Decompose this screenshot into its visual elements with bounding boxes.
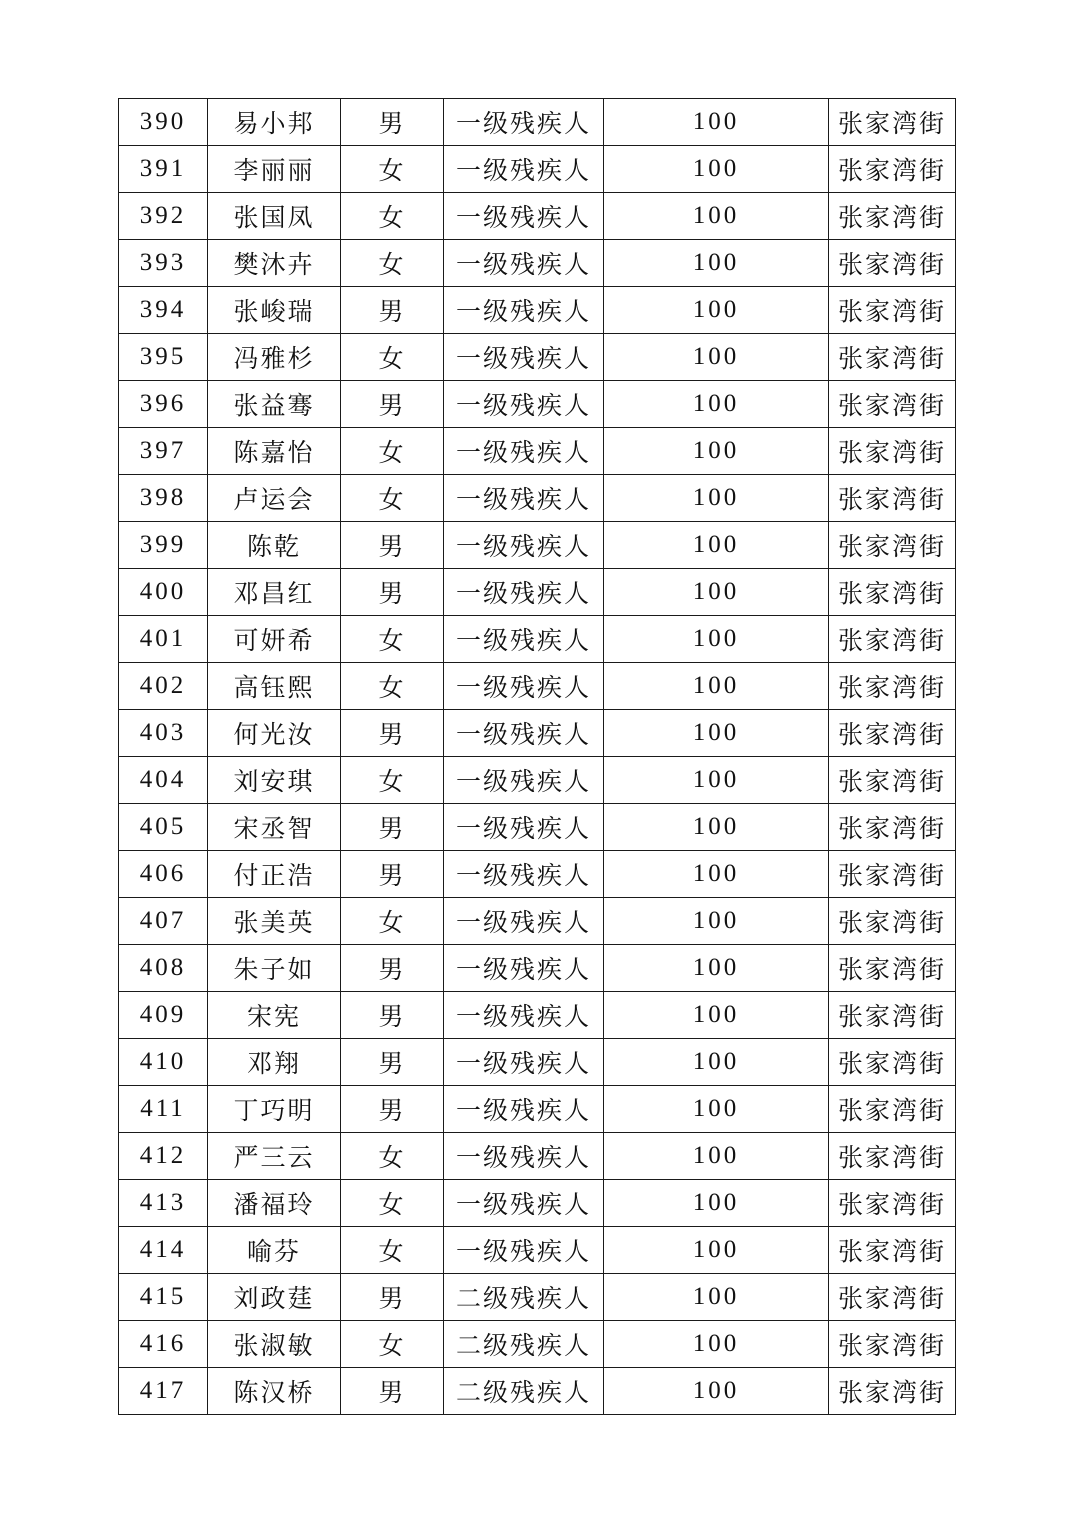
cell-amount: 100 — [604, 1086, 829, 1133]
table-row — [119, 757, 956, 804]
cell-street: 张家湾街 — [829, 710, 956, 757]
cell-person-name: 卢运会 — [208, 475, 341, 522]
cell-disability-level: 二级残疾人 — [444, 1321, 604, 1368]
table-row — [119, 945, 956, 992]
cell-street: 张家湾街 — [829, 1368, 956, 1415]
cell-amount: 100 — [604, 522, 829, 569]
cell-serial-number: 402 — [119, 663, 208, 710]
cell-person-name: 张益骞 — [208, 381, 341, 428]
cell-street: 张家湾街 — [829, 193, 956, 240]
table-row — [119, 287, 956, 334]
cell-gender: 男 — [341, 1368, 444, 1415]
cell-disability-level: 一级残疾人 — [444, 569, 604, 616]
cell-person-name: 刘政莛 — [208, 1274, 341, 1321]
cell-person-name: 付正浩 — [208, 851, 341, 898]
cell-disability-level: 一级残疾人 — [444, 1227, 604, 1274]
table-row — [119, 804, 956, 851]
cell-serial-number: 413 — [119, 1180, 208, 1227]
cell-serial-number: 412 — [119, 1133, 208, 1180]
cell-street: 张家湾街 — [829, 1133, 956, 1180]
cell-street: 张家湾街 — [829, 1086, 956, 1133]
cell-disability-level: 一级残疾人 — [444, 616, 604, 663]
cell-disability-level: 一级残疾人 — [444, 945, 604, 992]
cell-gender: 女 — [341, 616, 444, 663]
roster-table-body — [119, 99, 956, 1415]
cell-disability-level: 一级残疾人 — [444, 1039, 604, 1086]
cell-amount: 100 — [604, 992, 829, 1039]
cell-disability-level: 一级残疾人 — [444, 99, 604, 146]
table-row — [119, 475, 956, 522]
cell-amount: 100 — [604, 945, 829, 992]
cell-street: 张家湾街 — [829, 287, 956, 334]
cell-gender: 男 — [341, 804, 444, 851]
cell-disability-level: 一级残疾人 — [444, 992, 604, 1039]
cell-disability-level: 一级残疾人 — [444, 1133, 604, 1180]
cell-serial-number: 411 — [119, 1086, 208, 1133]
cell-serial-number: 399 — [119, 522, 208, 569]
table-row — [119, 992, 956, 1039]
cell-disability-level: 一级残疾人 — [444, 381, 604, 428]
cell-street: 张家湾街 — [829, 851, 956, 898]
table-row — [119, 1368, 956, 1415]
cell-gender: 女 — [341, 146, 444, 193]
cell-gender: 女 — [341, 475, 444, 522]
cell-gender: 男 — [341, 1274, 444, 1321]
cell-serial-number: 396 — [119, 381, 208, 428]
cell-disability-level: 一级残疾人 — [444, 522, 604, 569]
cell-gender: 女 — [341, 1321, 444, 1368]
table-row — [119, 146, 956, 193]
cell-amount: 100 — [604, 569, 829, 616]
cell-street: 张家湾街 — [829, 898, 956, 945]
cell-street: 张家湾街 — [829, 522, 956, 569]
cell-person-name: 陈汉桥 — [208, 1368, 341, 1415]
cell-serial-number: 415 — [119, 1274, 208, 1321]
cell-gender: 女 — [341, 898, 444, 945]
table-row — [119, 381, 956, 428]
cell-street: 张家湾街 — [829, 663, 956, 710]
cell-disability-level: 一级残疾人 — [444, 287, 604, 334]
cell-person-name: 何光汝 — [208, 710, 341, 757]
cell-gender: 女 — [341, 334, 444, 381]
cell-serial-number: 397 — [119, 428, 208, 475]
cell-person-name: 邓昌红 — [208, 569, 341, 616]
cell-gender: 女 — [341, 1227, 444, 1274]
cell-serial-number: 414 — [119, 1227, 208, 1274]
cell-amount: 100 — [604, 428, 829, 475]
cell-disability-level: 一级残疾人 — [444, 757, 604, 804]
cell-person-name: 张峻瑞 — [208, 287, 341, 334]
cell-person-name: 陈乾 — [208, 522, 341, 569]
cell-street: 张家湾街 — [829, 475, 956, 522]
table-row — [119, 710, 956, 757]
cell-disability-level: 一级残疾人 — [444, 193, 604, 240]
roster-table — [118, 98, 956, 1415]
cell-disability-level: 二级残疾人 — [444, 1274, 604, 1321]
cell-person-name: 可妍希 — [208, 616, 341, 663]
cell-disability-level: 一级残疾人 — [444, 1086, 604, 1133]
cell-disability-level: 一级残疾人 — [444, 475, 604, 522]
cell-person-name: 潘福玲 — [208, 1180, 341, 1227]
cell-serial-number: 416 — [119, 1321, 208, 1368]
cell-amount: 100 — [604, 1227, 829, 1274]
cell-disability-level: 一级残疾人 — [444, 804, 604, 851]
cell-disability-level: 一级残疾人 — [444, 1180, 604, 1227]
cell-serial-number: 403 — [119, 710, 208, 757]
cell-disability-level: 二级残疾人 — [444, 1368, 604, 1415]
cell-serial-number: 392 — [119, 193, 208, 240]
cell-serial-number: 405 — [119, 804, 208, 851]
cell-person-name: 高钰熙 — [208, 663, 341, 710]
table-row — [119, 616, 956, 663]
cell-gender: 男 — [341, 945, 444, 992]
cell-street: 张家湾街 — [829, 945, 956, 992]
cell-disability-level: 一级残疾人 — [444, 663, 604, 710]
cell-amount: 100 — [604, 616, 829, 663]
cell-street: 张家湾街 — [829, 99, 956, 146]
cell-street: 张家湾街 — [829, 334, 956, 381]
cell-amount: 100 — [604, 851, 829, 898]
cell-gender: 男 — [341, 99, 444, 146]
cell-street: 张家湾街 — [829, 1274, 956, 1321]
cell-serial-number: 410 — [119, 1039, 208, 1086]
cell-serial-number: 401 — [119, 616, 208, 663]
table-row — [119, 1039, 956, 1086]
cell-street: 张家湾街 — [829, 1039, 956, 1086]
cell-street: 张家湾街 — [829, 146, 956, 193]
cell-person-name: 刘安琪 — [208, 757, 341, 804]
cell-person-name: 宋丞智 — [208, 804, 341, 851]
cell-street: 张家湾街 — [829, 616, 956, 663]
table-row — [119, 522, 956, 569]
table-row — [119, 851, 956, 898]
cell-gender: 女 — [341, 193, 444, 240]
cell-disability-level: 一级残疾人 — [444, 898, 604, 945]
cell-serial-number: 400 — [119, 569, 208, 616]
cell-amount: 100 — [604, 804, 829, 851]
cell-gender: 女 — [341, 1180, 444, 1227]
cell-person-name: 喻芬 — [208, 1227, 341, 1274]
cell-amount: 100 — [604, 1039, 829, 1086]
cell-disability-level: 一级残疾人 — [444, 146, 604, 193]
cell-serial-number: 417 — [119, 1368, 208, 1415]
cell-street: 张家湾街 — [829, 569, 956, 616]
cell-disability-level: 一级残疾人 — [444, 851, 604, 898]
cell-gender: 男 — [341, 1039, 444, 1086]
cell-amount: 100 — [604, 1274, 829, 1321]
cell-person-name: 张国凤 — [208, 193, 341, 240]
cell-serial-number: 398 — [119, 475, 208, 522]
cell-person-name: 陈嘉怡 — [208, 428, 341, 475]
cell-person-name: 张淑敏 — [208, 1321, 341, 1368]
cell-serial-number: 394 — [119, 287, 208, 334]
table-row — [119, 334, 956, 381]
cell-amount: 100 — [604, 287, 829, 334]
cell-gender: 男 — [341, 851, 444, 898]
cell-street: 张家湾街 — [829, 1321, 956, 1368]
cell-street: 张家湾街 — [829, 1180, 956, 1227]
cell-gender: 男 — [341, 710, 444, 757]
cell-gender: 男 — [341, 287, 444, 334]
cell-disability-level: 一级残疾人 — [444, 334, 604, 381]
cell-street: 张家湾街 — [829, 804, 956, 851]
cell-gender: 女 — [341, 240, 444, 287]
table-row — [119, 1321, 956, 1368]
cell-amount: 100 — [604, 99, 829, 146]
cell-person-name: 邓翔 — [208, 1039, 341, 1086]
cell-serial-number: 407 — [119, 898, 208, 945]
cell-person-name: 张美英 — [208, 898, 341, 945]
table-row — [119, 1227, 956, 1274]
cell-amount: 100 — [604, 475, 829, 522]
cell-amount: 100 — [604, 146, 829, 193]
cell-amount: 100 — [604, 240, 829, 287]
cell-person-name: 易小邦 — [208, 99, 341, 146]
cell-amount: 100 — [604, 334, 829, 381]
cell-person-name: 严三云 — [208, 1133, 341, 1180]
cell-disability-level: 一级残疾人 — [444, 428, 604, 475]
cell-gender: 女 — [341, 757, 444, 804]
cell-person-name: 李丽丽 — [208, 146, 341, 193]
cell-gender: 女 — [341, 1133, 444, 1180]
cell-street: 张家湾街 — [829, 428, 956, 475]
cell-street: 张家湾街 — [829, 240, 956, 287]
table-row — [119, 898, 956, 945]
cell-amount: 100 — [604, 1180, 829, 1227]
cell-serial-number: 404 — [119, 757, 208, 804]
cell-street: 张家湾街 — [829, 757, 956, 804]
table-row — [119, 428, 956, 475]
table-row — [119, 1274, 956, 1321]
cell-gender: 男 — [341, 992, 444, 1039]
cell-amount: 100 — [604, 757, 829, 804]
cell-person-name: 冯雅杉 — [208, 334, 341, 381]
cell-gender: 男 — [341, 1086, 444, 1133]
cell-street: 张家湾街 — [829, 381, 956, 428]
cell-amount: 100 — [604, 663, 829, 710]
cell-person-name: 丁巧明 — [208, 1086, 341, 1133]
cell-amount: 100 — [604, 381, 829, 428]
cell-amount: 100 — [604, 1368, 829, 1415]
cell-street: 张家湾街 — [829, 1227, 956, 1274]
table-row — [119, 1086, 956, 1133]
cell-serial-number: 393 — [119, 240, 208, 287]
cell-disability-level: 一级残疾人 — [444, 710, 604, 757]
cell-disability-level: 一级残疾人 — [444, 240, 604, 287]
cell-amount: 100 — [604, 898, 829, 945]
cell-gender: 男 — [341, 522, 444, 569]
cell-person-name: 宋宪 — [208, 992, 341, 1039]
cell-amount: 100 — [604, 1321, 829, 1368]
table-row — [119, 663, 956, 710]
cell-amount: 100 — [604, 193, 829, 240]
cell-gender: 女 — [341, 663, 444, 710]
cell-person-name: 朱子如 — [208, 945, 341, 992]
table-row — [119, 1133, 956, 1180]
table-row — [119, 99, 956, 146]
table-row — [119, 240, 956, 287]
cell-gender: 男 — [341, 381, 444, 428]
cell-amount: 100 — [604, 710, 829, 757]
cell-gender: 男 — [341, 569, 444, 616]
cell-serial-number: 390 — [119, 99, 208, 146]
cell-amount: 100 — [604, 1133, 829, 1180]
cell-serial-number: 406 — [119, 851, 208, 898]
cell-street: 张家湾街 — [829, 992, 956, 1039]
cell-gender: 女 — [341, 428, 444, 475]
cell-serial-number: 391 — [119, 146, 208, 193]
cell-serial-number: 395 — [119, 334, 208, 381]
cell-serial-number: 409 — [119, 992, 208, 1039]
cell-serial-number: 408 — [119, 945, 208, 992]
table-row — [119, 1180, 956, 1227]
table-row — [119, 569, 956, 616]
cell-person-name: 樊沐卉 — [208, 240, 341, 287]
table-row — [119, 193, 956, 240]
